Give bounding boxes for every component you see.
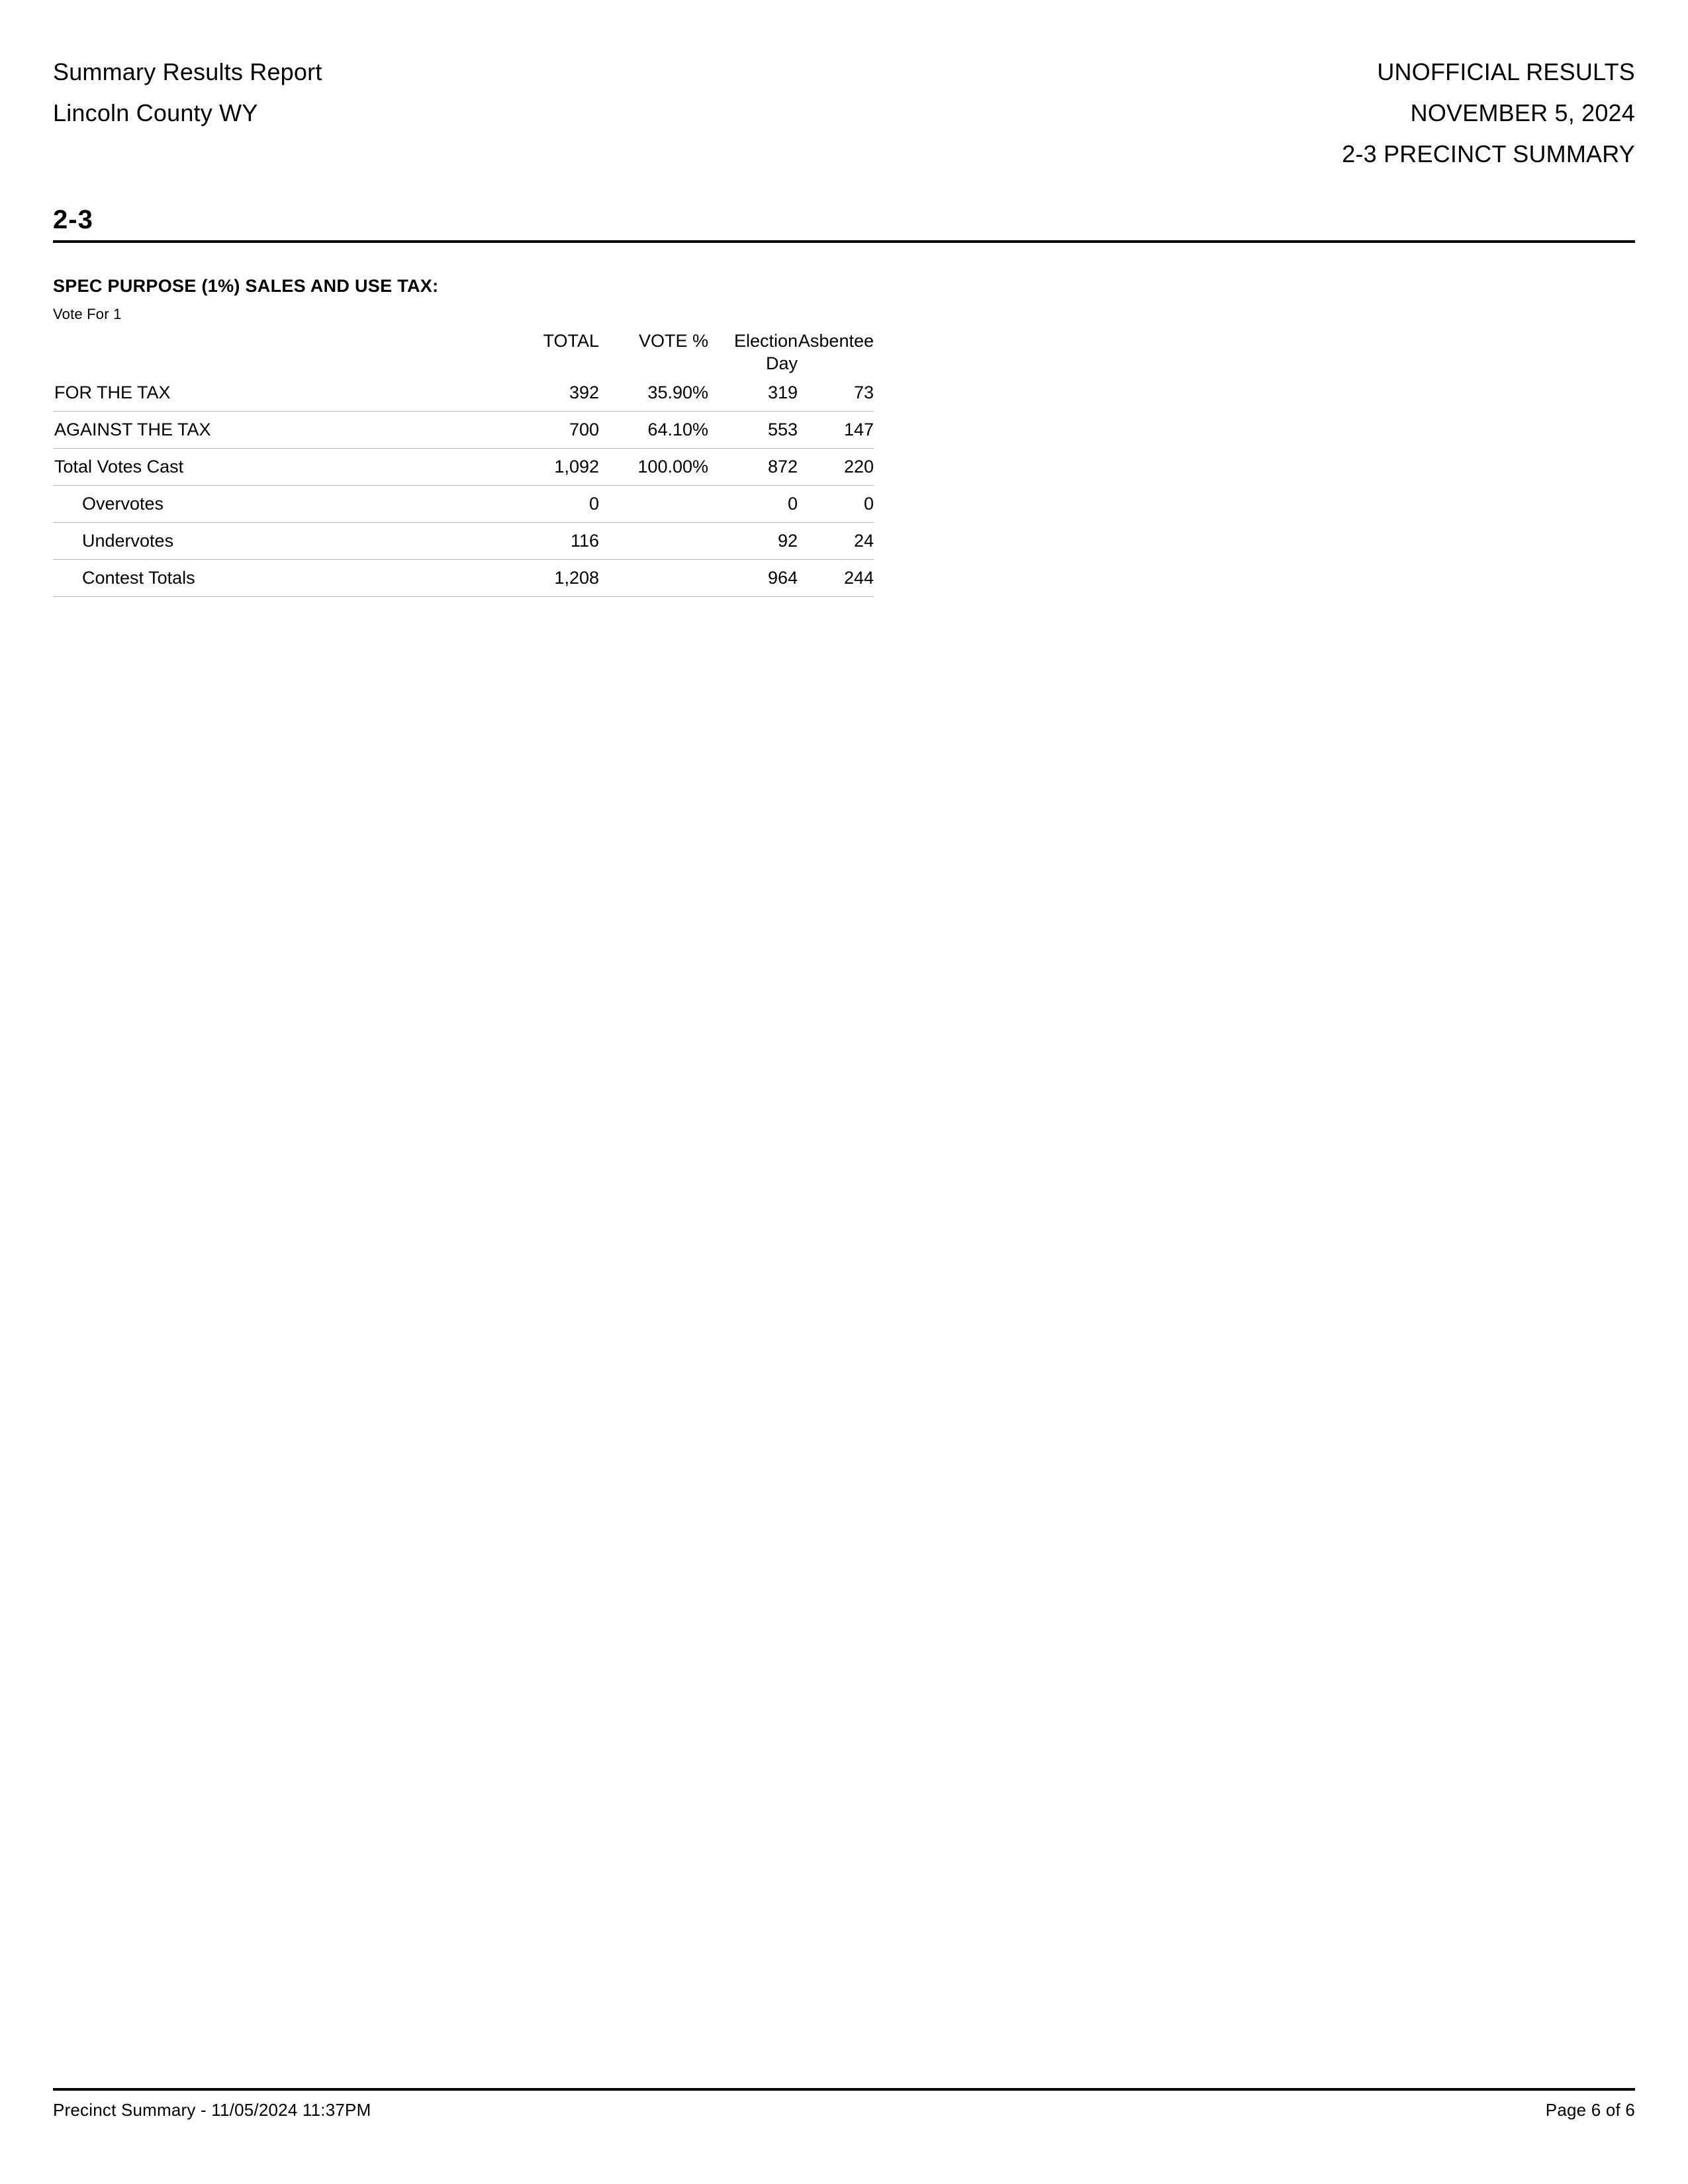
column-header-election-day bbox=[708, 330, 798, 375]
column-header-label bbox=[53, 330, 477, 375]
footer-page-number: Page 6 of 6 bbox=[1545, 2100, 1635, 2120]
row-election-day: 872 bbox=[708, 449, 798, 486]
column-header-total: TOTAL bbox=[543, 331, 599, 351]
precinct-summary-label: 2-3 PRECINCT SUMMARY bbox=[1342, 140, 1635, 167]
row-label: AGAINST THE TAX bbox=[53, 412, 477, 449]
contest-block bbox=[53, 276, 1635, 597]
row-total: 1,208 bbox=[477, 560, 599, 597]
footer-row bbox=[53, 2100, 1635, 2120]
election-day-line2: Day bbox=[765, 353, 798, 373]
header-right-block bbox=[1342, 52, 1635, 175]
row-percent: 64.10% bbox=[599, 412, 708, 449]
row-absentee: 220 bbox=[798, 449, 874, 486]
table-row bbox=[53, 375, 874, 412]
report-title: Summary Results Report bbox=[53, 58, 322, 85]
row-percent: 35.90% bbox=[599, 375, 708, 412]
row-absentee: 244 bbox=[798, 560, 874, 597]
table-row bbox=[53, 412, 874, 449]
results-table-body bbox=[53, 375, 874, 597]
row-election-day: 0 bbox=[708, 486, 798, 523]
vote-for-label: Vote For 1 bbox=[53, 306, 122, 322]
footer-divider bbox=[53, 2088, 1635, 2091]
precinct-divider bbox=[53, 240, 1635, 243]
row-total: 700 bbox=[477, 412, 599, 449]
row-election-day: 964 bbox=[708, 560, 798, 597]
table-row bbox=[53, 560, 874, 597]
row-total: 116 bbox=[477, 523, 599, 560]
row-absentee: 73 bbox=[798, 375, 874, 412]
row-election-day: 92 bbox=[708, 523, 798, 560]
row-percent bbox=[599, 523, 708, 560]
precinct-heading bbox=[53, 205, 1635, 243]
results-table bbox=[53, 330, 874, 597]
election-date: NOVEMBER 5, 2024 bbox=[1410, 99, 1635, 126]
header-left-block bbox=[53, 52, 322, 134]
results-table-head bbox=[53, 330, 874, 375]
row-label: Total Votes Cast bbox=[53, 449, 477, 486]
footer-report-stamp: Precinct Summary - 11/05/2024 11:37PM bbox=[53, 2100, 371, 2120]
row-total: 1,092 bbox=[477, 449, 599, 486]
election-day-line1: Election bbox=[733, 331, 798, 351]
page-header bbox=[53, 52, 1635, 175]
row-total: 0 bbox=[477, 486, 599, 523]
row-label: FOR THE TAX bbox=[53, 375, 477, 412]
column-header-absentee: Asbentee bbox=[798, 331, 874, 351]
row-percent bbox=[599, 486, 708, 523]
table-header-row bbox=[53, 330, 874, 375]
table-row bbox=[53, 523, 874, 560]
row-absentee: 147 bbox=[798, 412, 874, 449]
table-row bbox=[53, 486, 874, 523]
row-label: Contest Totals bbox=[53, 560, 477, 597]
row-label: Undervotes bbox=[53, 523, 477, 560]
row-percent: 100.00% bbox=[599, 449, 708, 486]
report-jurisdiction: Lincoln County WY bbox=[53, 99, 258, 126]
results-status: UNOFFICIAL RESULTS bbox=[1377, 58, 1635, 85]
row-label: Overvotes bbox=[53, 486, 477, 523]
column-header-vote-percent: VOTE % bbox=[638, 331, 708, 351]
row-total: 392 bbox=[477, 375, 599, 412]
row-percent bbox=[599, 560, 708, 597]
row-election-day: 319 bbox=[708, 375, 798, 412]
precinct-name: 2-3 bbox=[53, 205, 93, 234]
row-absentee: 0 bbox=[798, 486, 874, 523]
row-absentee: 24 bbox=[798, 523, 874, 560]
page-footer bbox=[53, 2088, 1635, 2120]
table-row bbox=[53, 449, 874, 486]
row-election-day: 553 bbox=[708, 412, 798, 449]
contest-title: SPEC PURPOSE (1%) SALES AND USE TAX: bbox=[53, 276, 439, 296]
